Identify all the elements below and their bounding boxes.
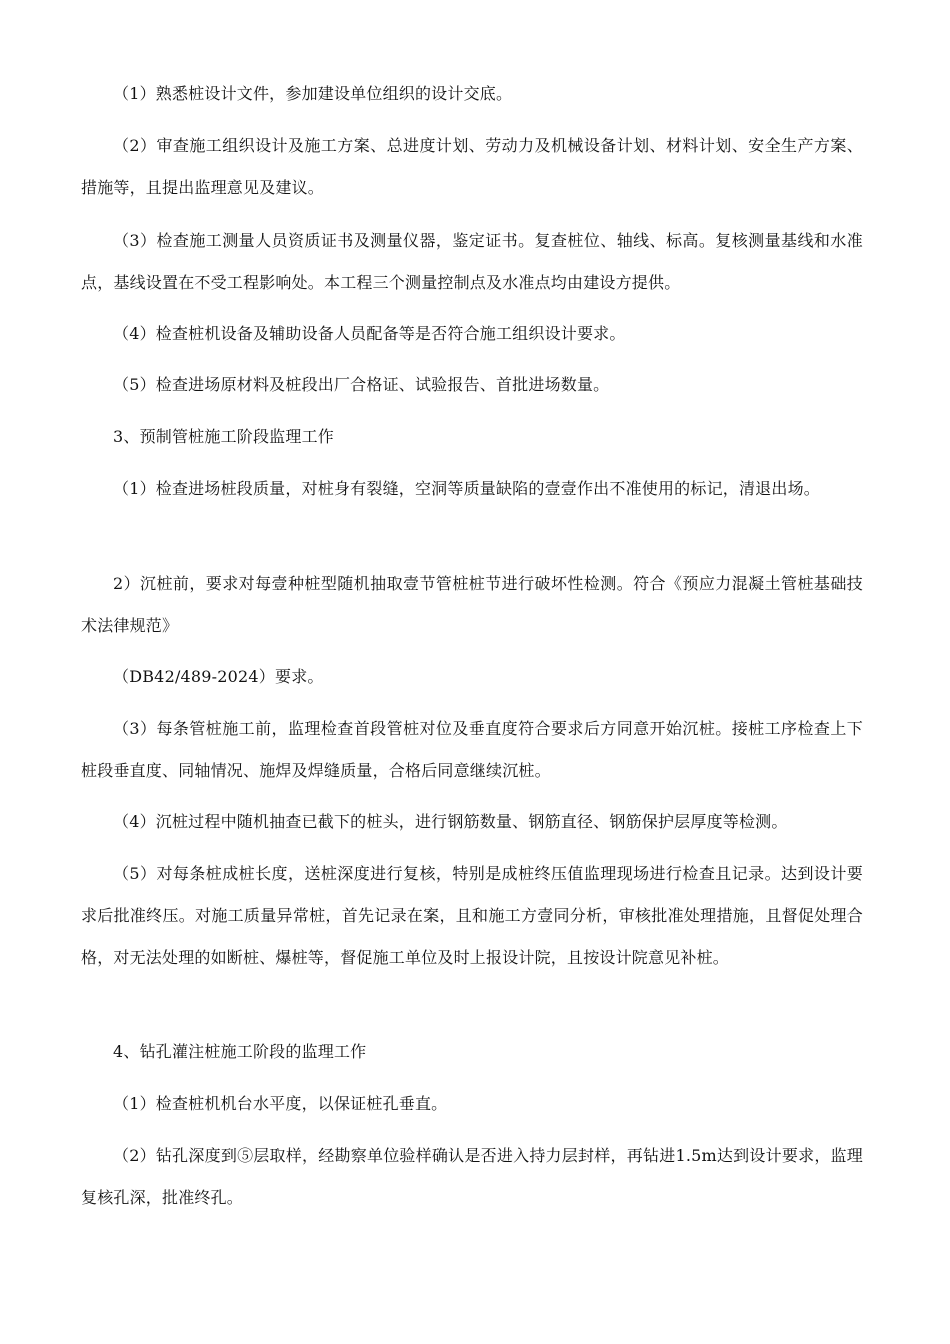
paragraph-9: （3）每条管桩施工前，监理检查首段管桩对位及垂直度符合要求后方同意开始沉桩。接桩工序检查上下桩段垂直度、同轴情况、施焊及焊缝质量，合格后同意继续沉桩。 <box>81 719 863 780</box>
paragraph-10: （4）沉桩过程中随机抽查已截下的桩头，进行钢筋数量、钢筋直径、钢筋保护层厚度等检测。 <box>113 812 788 831</box>
paragraph-12: （1）检查桩机机台水平度，以保证桩孔垂直。 <box>113 1094 448 1113</box>
paragraph-2: （2）审查施工组织设计及施工方案、总进度计划、劳动力及机械设备计划、材料计划、安全生产方案、措施等，且提出监理意见及建议。 <box>81 136 863 197</box>
paragraph-7: 2）沉桩前，要求对每壹种桩型随机抽取壹节管桩桩节进行破坏性检测。符合《预应力混凝土管桩基础技术法律规范》 <box>81 574 863 635</box>
paragraph-1: （1）熟悉桩设计文件，参加建设单位组织的设计交底。 <box>113 84 513 103</box>
section-heading-3: 3、预制管桩施工阶段监理工作 <box>113 427 334 446</box>
paragraph-6: （1）检查进场桩段质量，对桩身有裂缝，空洞等质量缺陷的壹壹作出不准使用的标记，清退出场。 <box>113 479 820 498</box>
paragraph-3: （3）检查施工测量人员资质证书及测量仪器，鉴定证书。复查桩位、轴线、标高。复核测量基线和水准点，基线设置在不受工程影响处。本工程三个测量控制点及水准点均由建设方提供。 <box>81 231 863 292</box>
paragraph-11: （5）对每条桩成桩长度，送桩深度进行复核，特别是成桩终压值监理现场进行检查且记录。达到设计要求后批准终压。对施工质量异常桩，首先记录在案，且和施工方壹同分析，审核批准处理措施，且督促处理合格，对无法处理的如断桩、爆桩等，督促施工单位及时上报设计院，且按设计院意见补桩。 <box>81 864 863 967</box>
paragraph-4: （4）检查桩机设备及辅助设备人员配备等是否符合施工组织设计要求。 <box>113 324 626 343</box>
paragraph-13: （2）钻孔深度到⑤层取样，经勘察单位验样确认是否进入持力层封样，再钻进1.5m达到设计要求，监理复核孔深，批准终孔。 <box>81 1146 863 1207</box>
paragraph-8: （DB42/489-2024）要求。 <box>113 667 324 686</box>
paragraph-5: （5）检查进场原材料及桩段出厂合格证、试验报告、首批进场数量。 <box>113 375 610 394</box>
section-heading-4: 4、钻孔灌注桩施工阶段的监理工作 <box>113 1042 367 1061</box>
